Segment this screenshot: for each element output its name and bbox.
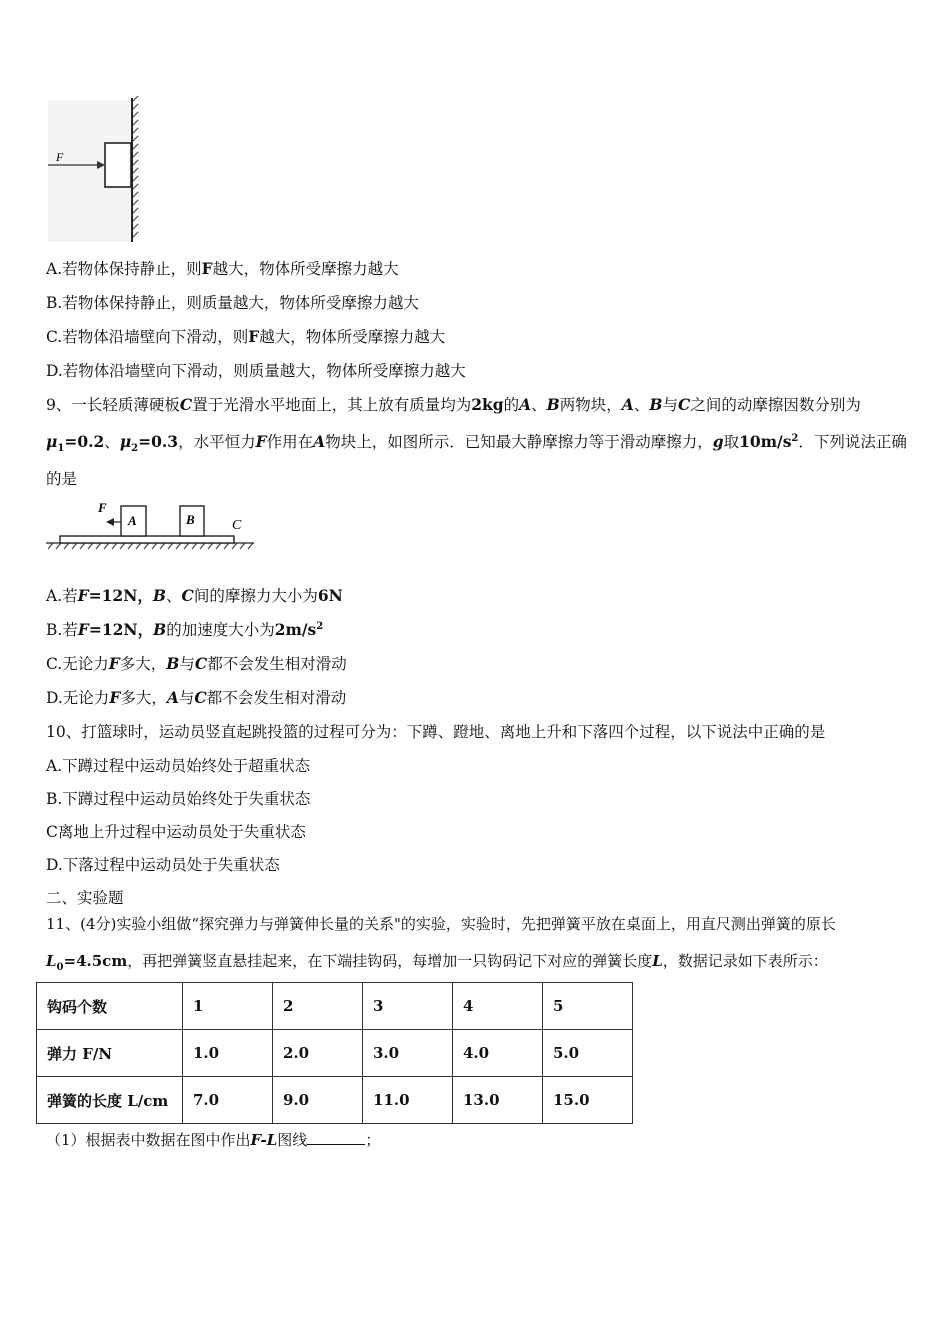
table-cell: 5 xyxy=(543,983,633,1030)
value: 2m/s xyxy=(274,620,317,639)
q11-stem-line2 xyxy=(46,951,828,971)
q10-stem: 10、打篮球时，运动员竖直起跳投篮的过程可分为：下蹲、蹬地、离地上升和下落四个过程，以下说法中正确的是 xyxy=(46,723,826,741)
block-a-label: A xyxy=(128,513,137,528)
table-cell: 1.0 xyxy=(183,1030,273,1077)
value: 6N xyxy=(317,586,343,605)
q9-option-c xyxy=(46,654,347,674)
text: 、 xyxy=(165,587,182,605)
table-cell: 4.0 xyxy=(453,1030,543,1077)
text: ，再把弹簧竖直悬挂起来，在下端挂钩码，每增加一只钩码记下对应的弹簧长度 xyxy=(127,952,653,970)
board-blocks-figure xyxy=(40,498,260,556)
text: B.若 xyxy=(46,621,78,639)
var-a: A xyxy=(519,395,532,414)
table-cell: 3 xyxy=(363,983,453,1030)
var-f: F xyxy=(77,586,89,605)
text: =12N， xyxy=(88,586,153,605)
text: 取 xyxy=(723,433,740,451)
text: 多大， xyxy=(120,689,167,707)
text: 图线 xyxy=(277,1131,308,1149)
var-l: L xyxy=(652,952,663,970)
var-a: A xyxy=(313,432,326,451)
text: 9、一长轻质薄硬板 xyxy=(46,396,180,414)
text: 多大， xyxy=(119,655,167,673)
text: =12N， xyxy=(88,620,154,639)
text: 作用在 xyxy=(266,433,314,451)
mu2-value: =0.3 xyxy=(138,432,179,451)
table-row xyxy=(37,983,633,1030)
text: 与 xyxy=(662,396,678,414)
l0-sub: 0 xyxy=(56,962,64,973)
var-b: B xyxy=(152,586,166,605)
text: 的 xyxy=(503,396,520,414)
table-cell: 弹力 F/N xyxy=(37,1030,183,1077)
var-a: A xyxy=(166,688,179,707)
q8-option-a-text: A.若物体保持静止，则 xyxy=(46,260,202,278)
text: 与 xyxy=(178,689,195,707)
q10-option-a: A.下蹲过程中运动员始终处于超重状态 xyxy=(46,757,311,775)
q8-option-a xyxy=(46,259,399,279)
text: C.无论力 xyxy=(46,655,109,673)
var-c: C xyxy=(194,654,208,673)
board-c-label: C xyxy=(232,518,242,533)
text: 物块上，如图所示．已知最大静摩擦力等于滑动摩擦力， xyxy=(325,433,713,451)
table-cell: 钩码个数 xyxy=(37,983,183,1030)
mu1-value: =0.2 xyxy=(64,432,105,451)
var-f: F xyxy=(109,688,121,707)
force-label: F xyxy=(56,150,64,164)
text: （1）根据表中数据在图中作出 xyxy=(46,1131,251,1149)
var-g: g xyxy=(712,432,724,451)
q9-stem-line3: 的是 xyxy=(46,470,78,488)
text: 两物块， xyxy=(559,396,622,414)
table-cell: 9.0 xyxy=(273,1077,363,1124)
var-f: F xyxy=(77,620,89,639)
table-cell: 2 xyxy=(273,983,363,1030)
g-value: 10m/s xyxy=(739,432,792,451)
q11-subquestion-1 xyxy=(46,1130,380,1150)
text: 都不会发生相对滑动 xyxy=(207,655,347,673)
text: 的加速度大小为 xyxy=(166,621,275,639)
text: 、 xyxy=(531,396,547,414)
answer-blank[interactable] xyxy=(307,1130,365,1145)
block-b-label: B xyxy=(186,512,195,527)
q11-stem-line1: 11、(4分)实验小组做“探究弹力与弹簧伸长量的关系"的实验，实验时，先把弹簧平放在桌面上，用直尺测出弹簧的原长 xyxy=(46,915,836,933)
q8-option-b: B.若物体保持静止，则质量越大，物体所受摩擦力越大 xyxy=(46,294,419,312)
mu1-sub: 1 xyxy=(57,443,65,455)
var-a: A xyxy=(621,395,634,414)
var-c: C xyxy=(179,395,193,414)
text: ，数据记录如下表所示： xyxy=(662,952,828,970)
table-cell: 11.0 xyxy=(363,1077,453,1124)
table-cell: 弹簧的长度 L/cm xyxy=(37,1077,183,1124)
var-b: B xyxy=(649,395,663,414)
var-c: C xyxy=(194,688,207,707)
mass-value: 2kg xyxy=(471,395,504,414)
l0-value: =4.5cm xyxy=(63,952,128,970)
text: ； xyxy=(365,1131,381,1149)
q8-option-a-suffix: 越大，物体所受摩擦力越大 xyxy=(212,260,399,278)
table-cell: 7.0 xyxy=(183,1077,273,1124)
q8-option-c-suffix: 越大，物体所受摩擦力越大 xyxy=(259,328,446,346)
mu-symbol: μ xyxy=(119,432,132,451)
var-f: F xyxy=(255,432,267,451)
q9-stem-line2 xyxy=(46,432,907,455)
force-label: F xyxy=(98,500,107,515)
var-c: C xyxy=(677,395,691,414)
text: 、 xyxy=(633,396,650,414)
q8-option-c xyxy=(46,327,445,347)
force-arrowhead xyxy=(106,518,114,526)
text: ，水平恒力 xyxy=(178,433,256,451)
table-cell: 1 xyxy=(183,983,273,1030)
table-row xyxy=(37,1077,633,1124)
q9-option-b xyxy=(46,620,323,640)
table-cell: 3.0 xyxy=(363,1030,453,1077)
q8-option-c-f: F xyxy=(248,327,260,346)
table-cell: 5.0 xyxy=(543,1030,633,1077)
board-c xyxy=(60,536,234,543)
var-b: B xyxy=(153,620,167,639)
text: D.无论力 xyxy=(46,689,110,707)
g-sup: 2 xyxy=(791,432,799,444)
q10-option-b: B.下蹲过程中运动员始终处于失重状态 xyxy=(46,790,311,808)
table-cell: 2.0 xyxy=(273,1030,363,1077)
table-cell: 13.0 xyxy=(453,1077,543,1124)
text: 都不会发生相对滑动 xyxy=(206,689,347,707)
text: 与 xyxy=(179,655,195,673)
data-table xyxy=(36,982,633,1124)
mu2-sub: 2 xyxy=(131,443,139,455)
text: ．下列说法正确 xyxy=(798,433,907,451)
table-row xyxy=(37,1030,633,1077)
var-c: C xyxy=(181,586,194,605)
var-f: F xyxy=(108,654,120,673)
var-fl: F-L xyxy=(250,1131,278,1149)
text: 间的摩擦力大小为 xyxy=(193,587,318,605)
text: A.若 xyxy=(46,587,78,605)
mu-symbol: μ xyxy=(46,432,58,451)
q10-option-c: C离地上升过程中运动员处于失重状态 xyxy=(46,823,306,841)
q9-option-a xyxy=(46,586,343,606)
ground-hatching xyxy=(48,543,253,549)
text: 置于光滑水平地面上，其上放有质量均为 xyxy=(192,396,472,414)
q8-option-d: D.若物体沿墙壁向下滑动，则质量越大，物体所受摩擦力越大 xyxy=(46,362,466,380)
wall-block-figure xyxy=(40,96,150,246)
sup: 2 xyxy=(316,620,324,632)
q10-option-d: D.下落过程中运动员处于失重状态 xyxy=(46,856,280,874)
q9-stem-line1 xyxy=(46,395,861,415)
var-l: L xyxy=(46,952,57,970)
q9-option-d xyxy=(46,688,346,708)
table-cell: 15.0 xyxy=(543,1077,633,1124)
var-b: B xyxy=(166,654,180,673)
section-heading: 二、实验题 xyxy=(46,889,124,907)
q8-option-c-text: C.若物体沿墙壁向下滑动，则 xyxy=(46,328,249,346)
text: 、 xyxy=(104,433,120,451)
block xyxy=(105,143,131,187)
text: 之间的动摩擦因数分别为 xyxy=(690,396,861,414)
q8-option-a-f: F xyxy=(201,259,213,278)
var-b: B xyxy=(546,395,560,414)
table-cell: 4 xyxy=(453,983,543,1030)
